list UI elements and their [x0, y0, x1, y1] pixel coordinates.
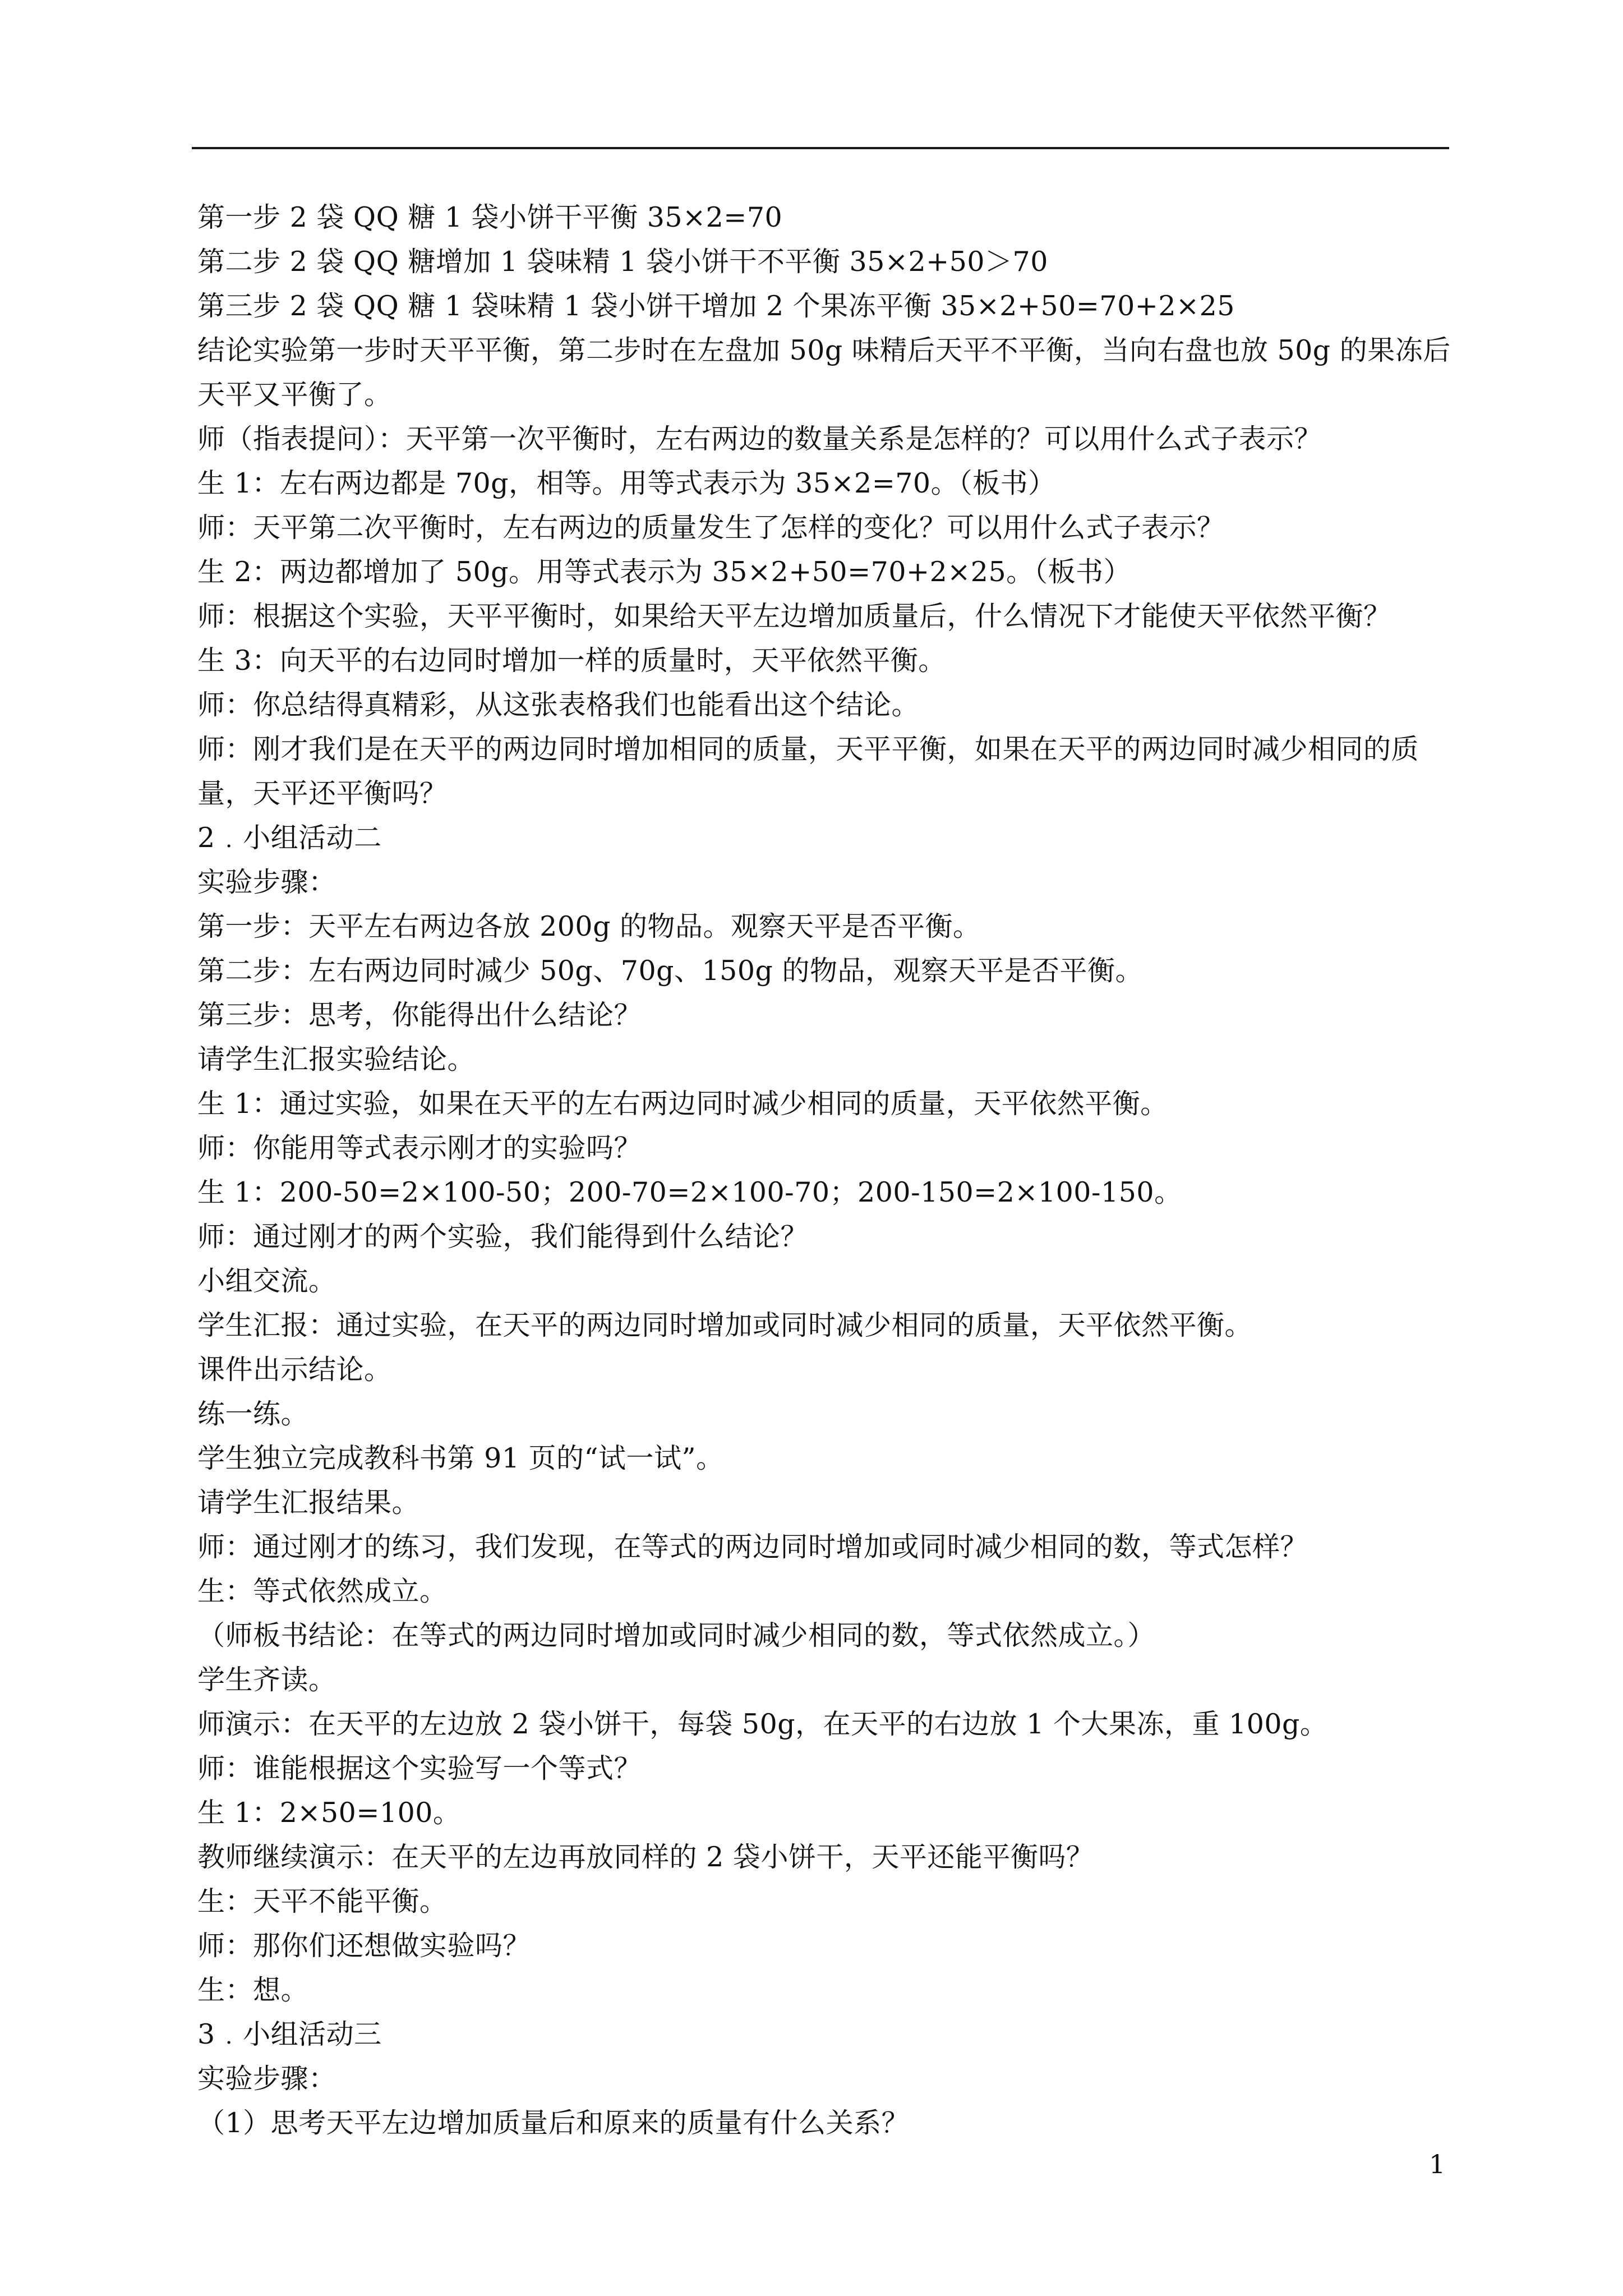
teacher-question-3: 师：根据这个实验，天平平衡时，如果给天平左边增加质量后，什么情况下才能使天平依然平衡？ [197, 600, 1391, 632]
student-answer-1: 生 1：左右两边都是 70g，相等。用等式表示为 35×2=70。（板书） [197, 467, 1056, 499]
step-one-line: 第一步 2 袋 QQ 糖 1 袋小饼干平衡 35×2=70 [197, 201, 783, 233]
teacher-demo-continued: 教师继续演示：在天平的左边再放同样的 2 袋小饼干，天平还能平衡吗？ [197, 1841, 1094, 1873]
activity-2-step-2: 第二步：左右两边同时减少 50g、70g、150g 的物品，观察天平是否平衡。 [197, 955, 1143, 987]
section-heading-activity-2: 2﹒小组活动二 [197, 822, 382, 854]
student-answer-6: 生：天平不能平衡。 [197, 1885, 448, 1917]
activity-3-step-1: （1）思考天平左边增加质量后和原来的质量有什么关系？ [197, 2107, 910, 2139]
conclusion-paragraph: 结论实验第一步时天平平衡，第二步时在左盘加 50g 味精后天平不平衡，当向右盘也放 50g 的果冻后天平又平衡了。 [197, 334, 1451, 411]
student-answer-7: 生：想。 [197, 1974, 309, 2006]
student-report-1: 生 1：通过实验，如果在天平的左右两边同时减少相同的质量，天平依然平衡。 [197, 1088, 1168, 1120]
teacher-question-7: 师：通过刚才的练习，我们发现，在等式的两边同时增加或同时减少相同的数，等式怎样？ [197, 1531, 1308, 1563]
practice-label: 练一练。 [197, 1398, 309, 1430]
experiment-steps-label: 实验步骤： [197, 866, 336, 898]
teacher-question-9: 师：那你们还想做实验吗？ [197, 1930, 531, 1962]
document-body [197, 195, 1454, 2145]
section-heading-activity-3: 3﹒小组活动三 [197, 2018, 382, 2050]
student-answer-3: 生 3：向天平的右边同时增加一样的质量时，天平依然平衡。 [197, 645, 946, 677]
student-answer-2: 生 2：两边都增加了 50g。用等式表示为 35×2+50=70+2×25。（板书） [197, 556, 1132, 588]
page-number: 1 [1429, 2149, 1446, 2179]
step-three-line: 第三步 2 袋 QQ 糖 1 袋味精 1 袋小饼干增加 2 个果冻平衡 35×2+50=70+2×25 [197, 290, 1235, 322]
activity-2-step-1: 第一步：天平左右两边各放 200g 的物品。观察天平是否平衡。 [197, 910, 981, 942]
textbook-exercise: 学生独立完成教科书第 91 页的“试一试”。 [197, 1442, 724, 1474]
teacher-demo: 师演示：在天平的左边放 2 袋小饼干，每袋 50g，在天平的右边放 1 个大果冻，重 100g。 [197, 1708, 1328, 1740]
teacher-remark: 师：你总结得真精彩，从这张表格我们也能看出这个结论。 [197, 689, 920, 721]
teacher-question-8: 师：谁能根据这个实验写一个等式？ [197, 1752, 642, 1784]
student-summary: 学生汇报：通过实验，在天平的两边同时增加或同时减少相同的质量，天平依然平衡。 [197, 1309, 1253, 1341]
student-answer-5: 生 1：2×50=100。 [197, 1797, 461, 1829]
teacher-question-2: 师：天平第二次平衡时，左右两边的质量发生了怎样的变化？可以用什么式子表示？ [197, 512, 1225, 544]
experiment-steps-label-2: 实验步骤： [197, 2063, 336, 2095]
student-answer-4: 生：等式依然成立。 [197, 1575, 448, 1607]
header-rule [192, 147, 1449, 149]
board-conclusion: （师板书结论：在等式的两边同时增加或同时减少相同的数，等式依然成立。） [197, 1619, 1156, 1651]
report-results: 请学生汇报结果。 [197, 1487, 420, 1519]
teacher-question-1: 师（指表提问）：天平第一次平衡时，左右两边的数量关系是怎样的？可以用什么式子表示？ [197, 423, 1322, 455]
student-equations: 生 1：200-50=2×100-50；200-70=2×100-70；200-150=2×100-150。 [197, 1176, 1182, 1208]
courseware-conclusion: 课件出示结论。 [197, 1354, 392, 1386]
report-request: 请学生汇报实验结论。 [197, 1043, 476, 1075]
teacher-question-4: 师：刚才我们是在天平的两边同时增加相同的质量，天平平衡，如果在天平的两边同时减少相同的质量，天平还平衡吗？ [197, 733, 1419, 809]
teacher-question-6: 师：通过刚才的两个实验，我们能得到什么结论？ [197, 1221, 809, 1253]
students-read: 学生齐读。 [197, 1664, 336, 1696]
group-discussion: 小组交流。 [197, 1265, 336, 1297]
step-two-line: 第二步 2 袋 QQ 糖增加 1 袋味精 1 袋小饼干不平衡 35×2+50＞70 [197, 246, 1048, 278]
activity-2-step-3: 第三步：思考，你能得出什么结论？ [197, 999, 642, 1031]
teacher-question-5: 师：你能用等式表示刚才的实验吗？ [197, 1132, 642, 1164]
